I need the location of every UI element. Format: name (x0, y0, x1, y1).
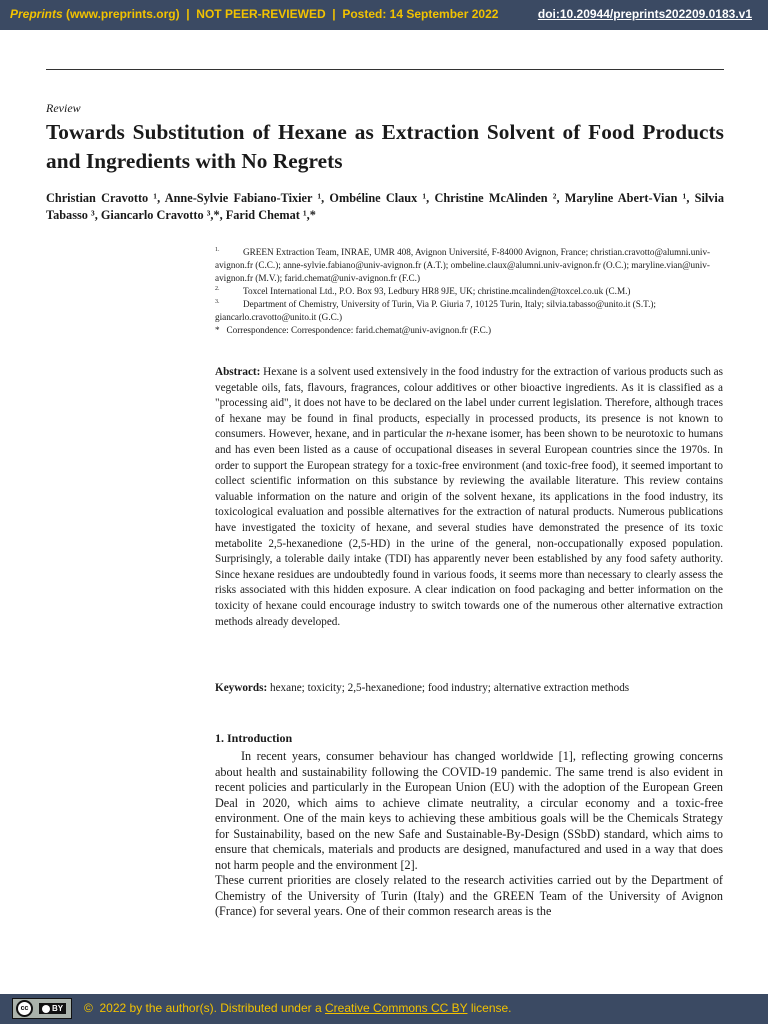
by-label: BY (52, 1004, 64, 1013)
license-text (84, 1001, 512, 1015)
doi-link[interactable]: doi:10.20944/preprints202209.0183.v1 (537, 7, 752, 21)
abstract-text: Hexane is a solvent used extensively in the food industry for the extraction of various products such as vegetable oils, fats, flavours, fragrances, colour additives or other bioactive ingredients. As it is classified as a "processing aid", it does not have to be declared on the label under current legislation. Therefore, although traces of hexane may be found in final products, especially in processed products, its presence is not known to consumers. However, hexane, and in particular the (215, 366, 723, 441)
affiliation-number: 1. (215, 247, 220, 253)
affiliation-text: Department of Chemistry, University of Turin, Via P. Giuria 7, 10125 Turin, Italy; silvia.tabasso@unito.it (S.T.); giancarlo.cravotto@unito.it (G.C.) (215, 299, 656, 322)
abstract-text: -hexane isomer, has been shown to be neurotoxic to humans and has even been listed as a cause of occupational diseases in several European countries since the 1970s. In order to support the European strategy for a toxic-free environment (and toxic-free food), it seemed important to collect scientific information on this substance by reviewing the available literature. This review contains valuable information on the nature and origin of the solvent hexane, its applications in the food industry, its toxicological evaluation and possible alternatives for the extraction of natural products. Numerous publications have investigated the toxicity of hexane, and several studies have demonstrated the presence of its toxic metabolite 2,5-hexanedione (2,5-HD) in the urine of the general, non-occupationally exposed population. Surprisingly, a tolerable daily intake (TDI) has apparently never been established by any food safety authority. Since hexane residues are undoubtedly found in various foods, it seems more than necessary to clearly assess the risks associated with this hidden exposure. A clear indication on food packaging and better information on the toxicity of hexane could encourage industry to switch towards one of the numerous other alternative extraction methods already developed. (215, 428, 723, 628)
affiliation-item (215, 285, 723, 298)
article-title: Towards Substitution of Hexane as Extraction Solvent of Food Products and Ingredients with No Regrets (46, 120, 724, 173)
article-type: Review (46, 101, 81, 115)
section-heading: 1. Introduction (215, 731, 293, 745)
banner-posted-date: Posted: 14 September 2022 (342, 7, 499, 21)
cc-license-badge[interactable] (12, 998, 72, 1019)
abstract-italic-n: n (446, 428, 452, 441)
banner-separator: | (325, 7, 343, 21)
keywords-text: hexane; toxicity; 2,5-hexanedione; food industry; alternative extraction methods (267, 682, 630, 694)
affiliation-item (215, 298, 723, 324)
affiliation-number: 2. (215, 286, 220, 292)
introduction-body (215, 749, 723, 939)
affiliation-text: Toxcel International Ltd., P.O. Box 93, Ledbury HR8 9JE, UK; christine.mcalinden@toxcel.co.uk (C.M.) (243, 286, 631, 296)
banner-info (10, 7, 498, 21)
banner-brand: Preprints (10, 7, 63, 21)
by-attribution-icon (39, 1003, 66, 1014)
author-list: Christian Cravotto ¹, Anne-Sylvie Fabiano-Tixier ¹, Ombéline Claux ¹, Christine McAlinden ², Maryline Abert-Vian ¹, Silvia Tabasso ³, Giancarlo Cravotto ³,*, Farid Chemat ¹,* (46, 191, 724, 222)
correspondence: * Correspondence: Correspondence: farid.chemat@univ-avignon.fr (F.C.) (215, 325, 492, 335)
abstract-label: Abstract: (215, 366, 261, 378)
affiliation-number: 3. (215, 299, 220, 305)
license-link[interactable]: Creative Commons CC BY (324, 1001, 468, 1015)
header-rule (46, 69, 724, 70)
person-icon (42, 1005, 50, 1013)
license-suffix: license. (467, 1001, 512, 1015)
abstract (215, 365, 723, 630)
paragraph: These current priorities are closely related to the research activities carried out by the Department of Chemistry of the University of Turin (Italy) and the GREEN Team of the University of Avignon (France) for several years. One of their common research areas is the (215, 873, 723, 918)
banner-status: NOT PEER-REVIEWED (196, 7, 326, 21)
banner-separator: | (179, 7, 197, 21)
affiliation-item (215, 246, 723, 285)
keywords-label: Keywords: (215, 682, 268, 694)
banner-site: (www.preprints.org) (62, 7, 180, 21)
copyright-text: © 2022 by the author(s). Distributed under a (84, 1001, 325, 1015)
license-footer (0, 994, 768, 1024)
cc-icon: cc (16, 1000, 33, 1017)
paragraph: In recent years, consumer behaviour has changed worldwide [1], reflecting growing concerns about health and sustainability following the COVID-19 pandemic. The same trend is also evident in recent policies and particularly in the European Union (EU) with the adoption of the European Green Deal in 2020, which aims to achieve climate neutrality, a circular economy and a toxic-free environment. One of the main keys to achieving these ambitious goals will be the Chemicals Strategy for Sustainability, based on the new Safe and Sustainable-By-Design (SSbD) standard, which aims to ensure that chemicals, materials and products are designed, manufactured and used in a way that does not harm people and the environment [2]. (215, 749, 723, 872)
affiliation-text: GREEN Extraction Team, INRAE, UMR 408, Avignon Université, F-84000 Avignon, France; christian.cravotto@alumni.univ-avignon.fr (C.C.); anne-sylvie.fabiano@univ-avignon.fr (A.T.); ombeline.claux@alumni.univ-avignon.fr (O.C.); maryline.vian@univ-avignon.fr (M.V.); farid.chemat@univ-avignon.fr (F.C.) (215, 247, 711, 283)
keywords (215, 681, 723, 697)
preprint-banner (0, 0, 768, 30)
affiliations (215, 246, 723, 337)
